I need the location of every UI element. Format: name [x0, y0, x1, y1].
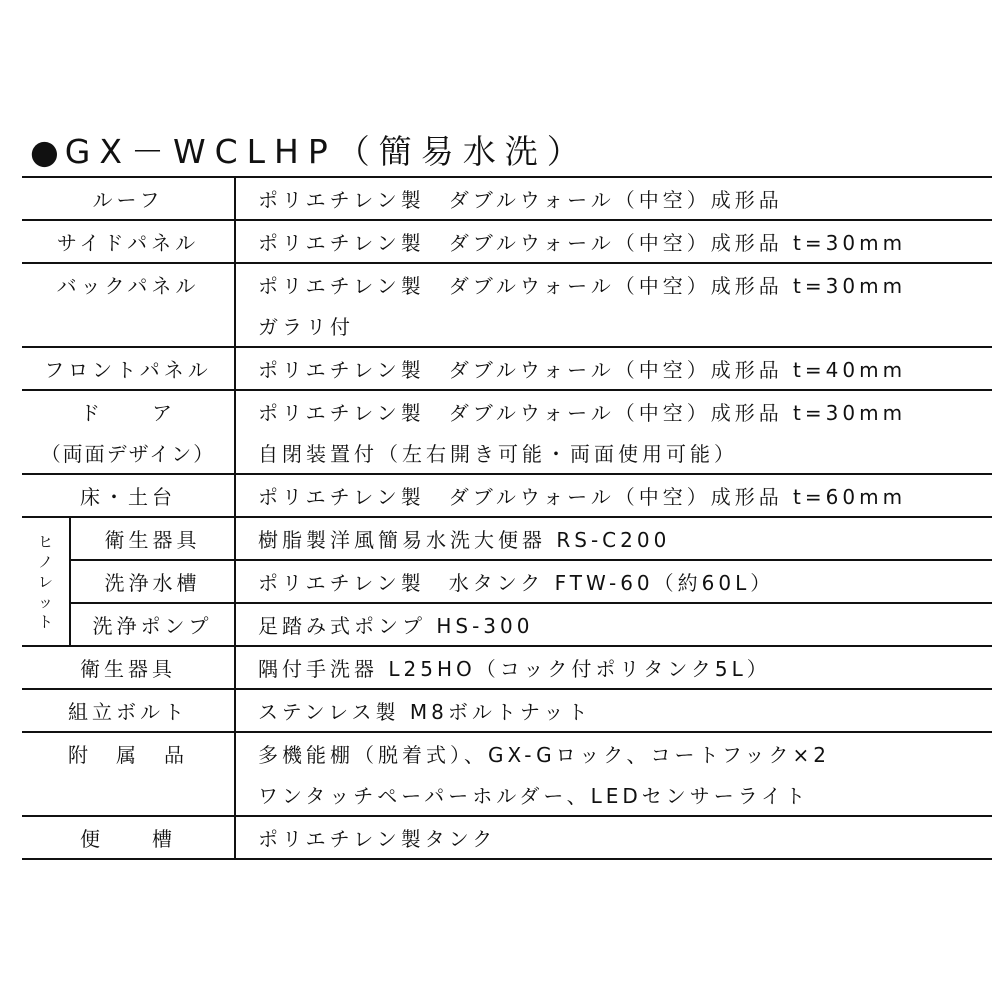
row-value: ポリエチレン製 ダブルウォール（中空）成形品 t=40mm [235, 347, 992, 390]
row-label: 衛生器具 [70, 517, 235, 560]
row-label: バックパネル [22, 263, 235, 305]
title-text: GX－WCLHP（簡易水洗） [64, 132, 589, 171]
table-row [22, 603, 992, 646]
row-value: ポリエチレン製 水タンク FTW-60（約60L） [235, 560, 992, 603]
table-row [22, 432, 992, 474]
row-label: 組立ボルト [22, 689, 235, 732]
table-row [22, 390, 992, 432]
row-label: （両面デザイン） [22, 432, 235, 474]
row-label: 衛生器具 [22, 646, 235, 689]
table-row [22, 774, 992, 816]
table-row [22, 816, 992, 859]
row-label: 洗浄水槽 [70, 560, 235, 603]
table-row [22, 646, 992, 689]
row-label: 便 槽 [22, 816, 235, 859]
table-row [22, 177, 992, 220]
row-value: ポリエチレン製 ダブルウォール（中空）成形品 t=30mm [235, 263, 992, 305]
table-row [22, 560, 992, 603]
group-vertical-label: ヒ ノ レ ッ ト [22, 517, 70, 646]
table-row [22, 347, 992, 390]
row-label: ド ア [22, 390, 235, 432]
spec-table [22, 176, 992, 860]
table-row [22, 732, 992, 774]
row-label: 附 属 品 [22, 732, 235, 774]
row-value: ポリエチレン製 ダブルウォール（中空）成形品 [235, 177, 992, 220]
table-row [22, 305, 992, 347]
row-value: ポリエチレン製 ダブルウォール（中空）成形品 t=30mm [235, 220, 992, 263]
page-title [30, 128, 589, 176]
row-value: 多機能棚（脱着式）、GX-Gロック、コートフック×2 [235, 732, 992, 774]
table-row [22, 517, 992, 560]
row-value: ワンタッチペーパーホルダー、LEDセンサーライト [258, 784, 810, 808]
row-label: 床・土台 [22, 474, 235, 517]
row-label: 洗浄ポンプ [70, 603, 235, 646]
row-value: ステンレス製 M8ボルトナット [235, 689, 992, 732]
row-value: 足踏み式ポンプ HS-300 [235, 603, 992, 646]
row-label: サイドパネル [22, 220, 235, 263]
row-value: ポリエチレン製 ダブルウォール（中空）成形品 t=30mm [235, 390, 992, 432]
row-label-empty [22, 774, 235, 816]
bullet-icon: ● [30, 132, 59, 171]
row-label: フロントパネル [22, 347, 235, 390]
row-value: ポリエチレン製タンク [235, 816, 992, 859]
table-row [22, 220, 992, 263]
row-value: 樹脂製洋風簡易水洗大便器 RS-C200 [235, 517, 992, 560]
table-row [22, 474, 992, 517]
row-label: ルーフ [22, 177, 235, 220]
table-row [22, 689, 992, 732]
row-label-empty [22, 305, 235, 347]
row-value: 隅付手洗器 L25HO（コック付ポリタンク5L） [235, 646, 992, 689]
row-value: 自閉装置付（左右開き可能・両面使用可能） [258, 442, 738, 466]
row-value: ポリエチレン製 ダブルウォール（中空）成形品 t=60mm [235, 474, 992, 517]
table-row [22, 263, 992, 305]
row-value: ガラリ付 [258, 315, 354, 339]
